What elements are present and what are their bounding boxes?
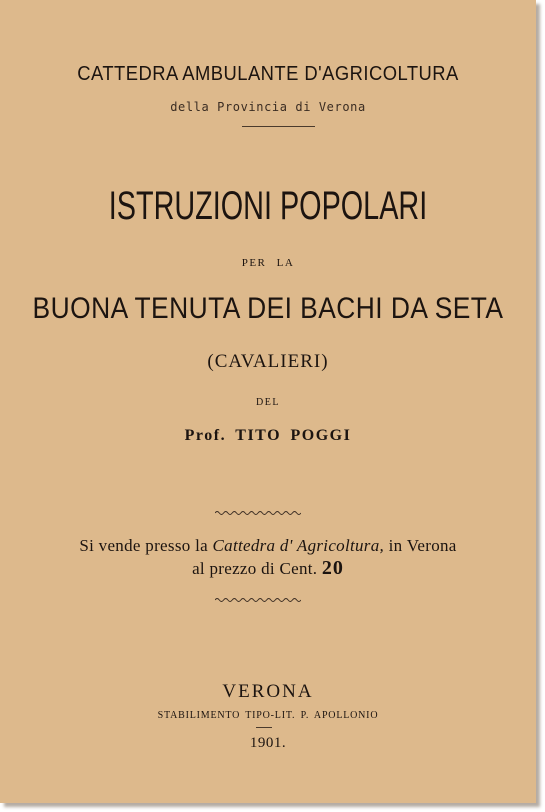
sale-venue: Cattedra d' Agricoltura,	[212, 536, 385, 555]
ornamental-wavy-rule-bottom	[215, 597, 301, 603]
price-value: 20	[321, 557, 344, 579]
header-divider	[242, 126, 315, 127]
title-connector: PER LA	[241, 257, 295, 269]
author-name: Prof. TITO POGGI	[184, 427, 352, 444]
price-prefix: al prezzo di Cent.	[192, 559, 318, 578]
sale-suffix: in Verona	[388, 536, 457, 555]
institution-heading: CATTEDRA AMBULANTE D'AGRICOLTURA	[77, 63, 459, 85]
imprint-printer: STABILIMENTO TIPO-LIT. P. APOLLONIO	[157, 710, 379, 721]
price-line	[0, 558, 536, 578]
imprint-year: 1901.	[249, 735, 287, 751]
imprint-divider	[256, 727, 272, 728]
sale-prefix: Si vende presso la	[79, 536, 208, 555]
ornamental-wavy-rule-top	[215, 510, 301, 516]
parenthetical-title: (CAVALIERI)	[207, 351, 329, 372]
imprint-city: VERONA	[222, 681, 314, 702]
main-title: ISTRUZIONI POPOLARI	[108, 184, 428, 228]
subject-title: BUONA TENUTA DEI BACHI DA SETA	[32, 292, 504, 325]
sale-line	[0, 537, 536, 554]
author-preposition: DEL	[256, 397, 280, 408]
province-line: della Provincia di Verona	[170, 100, 366, 114]
